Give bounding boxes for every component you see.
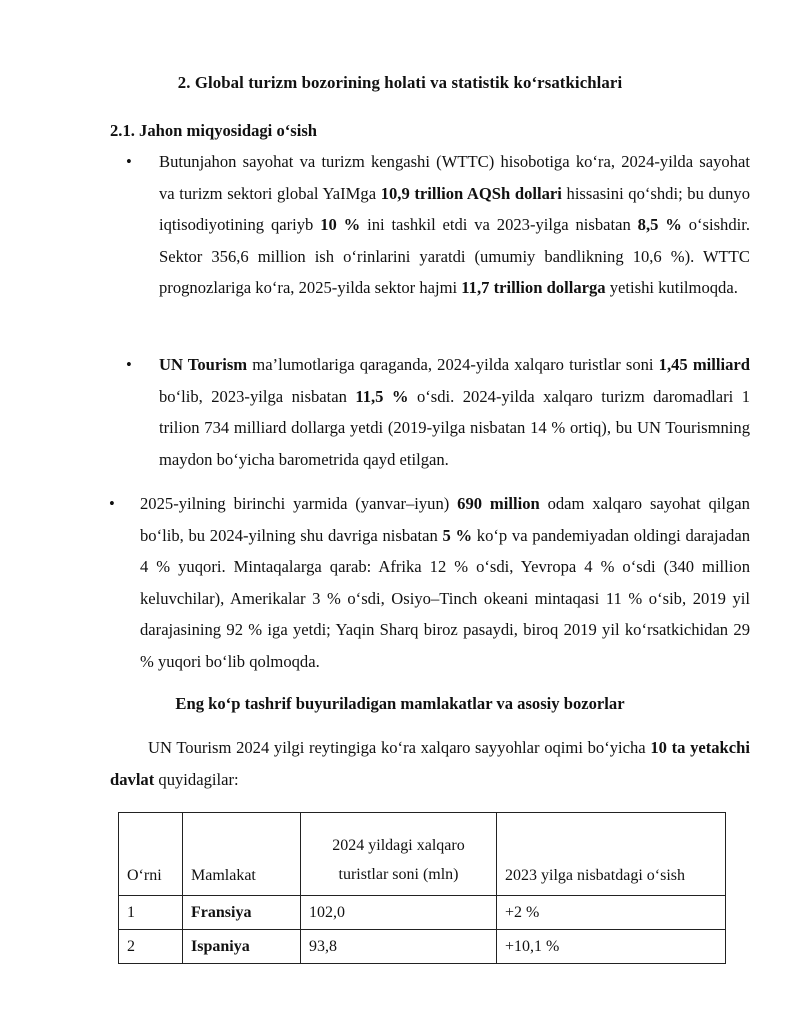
bullet-text (159, 349, 750, 475)
text-run: Butunjahon sayohat va turizm kengashi (WTTC) hisobotiga ko‘ra, 2024-yilda sayohat va turizm sektori global YaIMga (159, 152, 750, 203)
text-run: bo‘lib, 2023-yilga nisbatan (159, 386, 356, 406)
top-countries-table (118, 812, 726, 964)
header-country: Mamlakat (183, 813, 301, 896)
bold-run: 1,45 milliard (658, 355, 751, 374)
bullet-text (140, 488, 750, 677)
text-run: yetishi kutilmoqda. (605, 278, 738, 297)
text-run: ma’lumotlariga qaraganda, 2024-yilda xalqaro turistlar soni (247, 355, 659, 374)
bold-run: 10,9 trillion AQSh dollari (380, 183, 562, 203)
bullet-marker: • (109, 494, 115, 513)
text-run: ko‘p va pandemiyadan oldingi darajadan 4 % yuqori. Mintaqalarga qarab: Afrika 12 % o‘sdi, Yevropa 4 % o‘sdi (340 million keluvchilar), Amerikalar 3 % o‘sdi, Osiyo–Tinch okeani mintaqasi 11 % o‘sib, 2019 yil darajasining 92 % iga yetdi; Yaqin Sharq biroz pasaydi, biroq 2019 yil ko‘rsatkichidan 29 % yuqori bo‘lib qolmoqda. (140, 525, 750, 671)
cell-tourists: 93,8 (301, 930, 497, 964)
countries-heading: Eng ko‘p tashrif buyuriladigan mamlakatlar va asosiy bozorlar (175, 694, 625, 713)
cell-rank: 1 (119, 896, 183, 930)
bold-run: 11,7 trillion dollarga (461, 278, 606, 297)
text-run: 2025-yilning birinchi yarmida (yanvar–iyun) (140, 494, 458, 513)
bold-run: 690 million (457, 494, 540, 513)
table-header-row (119, 813, 726, 896)
text-run: o‘sishdir. Sektor 356,6 million ish o‘rinlarini yaratdi (umumiy bandlikning 10,6 %). WTTC prognozlariga ko‘ra, 2025-yilda sektor hajmi (159, 215, 750, 297)
table-row (119, 896, 726, 930)
text-run: UN Tourism 2024 yilgi reytingiga ko‘ra xalqaro sayyohlar oqimi bo‘yicha (148, 738, 651, 757)
bold-run: 5 % (442, 525, 473, 545)
header-growth: 2023 yilga nisbatdagi o‘sish (497, 813, 726, 896)
text-run: hissasini qo‘shdi; bu dunyo iqtisodiyotining qariyb (159, 183, 750, 234)
intro-paragraph (110, 732, 750, 795)
bold-run: 10 ta yetakchi davlat (110, 738, 750, 789)
header-tourists: 2024 yildagi xalqaro turistlar soni (mln) (301, 813, 497, 896)
bullet-marker: • (126, 355, 132, 374)
text-run: o‘sdi. 2024-yilda xalqaro turizm daromadlari 1 trilion 734 milliard dollarga yetdi (2019-yilga nisbatan 14 % ortiq), bu UN Tourismning maydon bo‘yicha barometrida qayd etilgan. (159, 386, 750, 469)
bold-run: UN Tourism (159, 355, 248, 374)
text-run: ini tashkil etdi va 2023-yilga nisbatan (360, 215, 638, 234)
header-rank: O‘rni (119, 813, 183, 896)
bullet-text (159, 146, 750, 304)
cell-country: Ispaniya (183, 930, 301, 964)
cell-tourists: 102,0 (301, 896, 497, 930)
table-row (119, 930, 726, 964)
bold-run: 8,5 % (637, 215, 682, 234)
cell-growth: +10,1 % (497, 930, 726, 964)
cell-country: Fransiya (183, 896, 301, 930)
text-run: odam xalqaro sayohat qilgan bo‘lib, bu 2024-yilning shu davriga nisbatan (140, 494, 750, 545)
text-run: quyidagilar: (154, 769, 239, 789)
subsection-heading: 2.1. Jahon miqyosidagi o‘sish (110, 121, 318, 140)
bold-run: 10 % (320, 215, 361, 234)
section-heading: 2. Global turizm bozorining holati va statistik ko‘rsatkichlari (177, 73, 623, 92)
cell-growth: +2 % (497, 896, 726, 930)
cell-rank: 2 (119, 930, 183, 964)
bullet-item-wttc (128, 146, 750, 304)
bullet-marker: • (126, 152, 132, 171)
bullet-item-un-tourism (128, 349, 750, 475)
bullet-item-2025-first-half (110, 488, 750, 677)
bold-run: 11,5 % (355, 386, 409, 406)
